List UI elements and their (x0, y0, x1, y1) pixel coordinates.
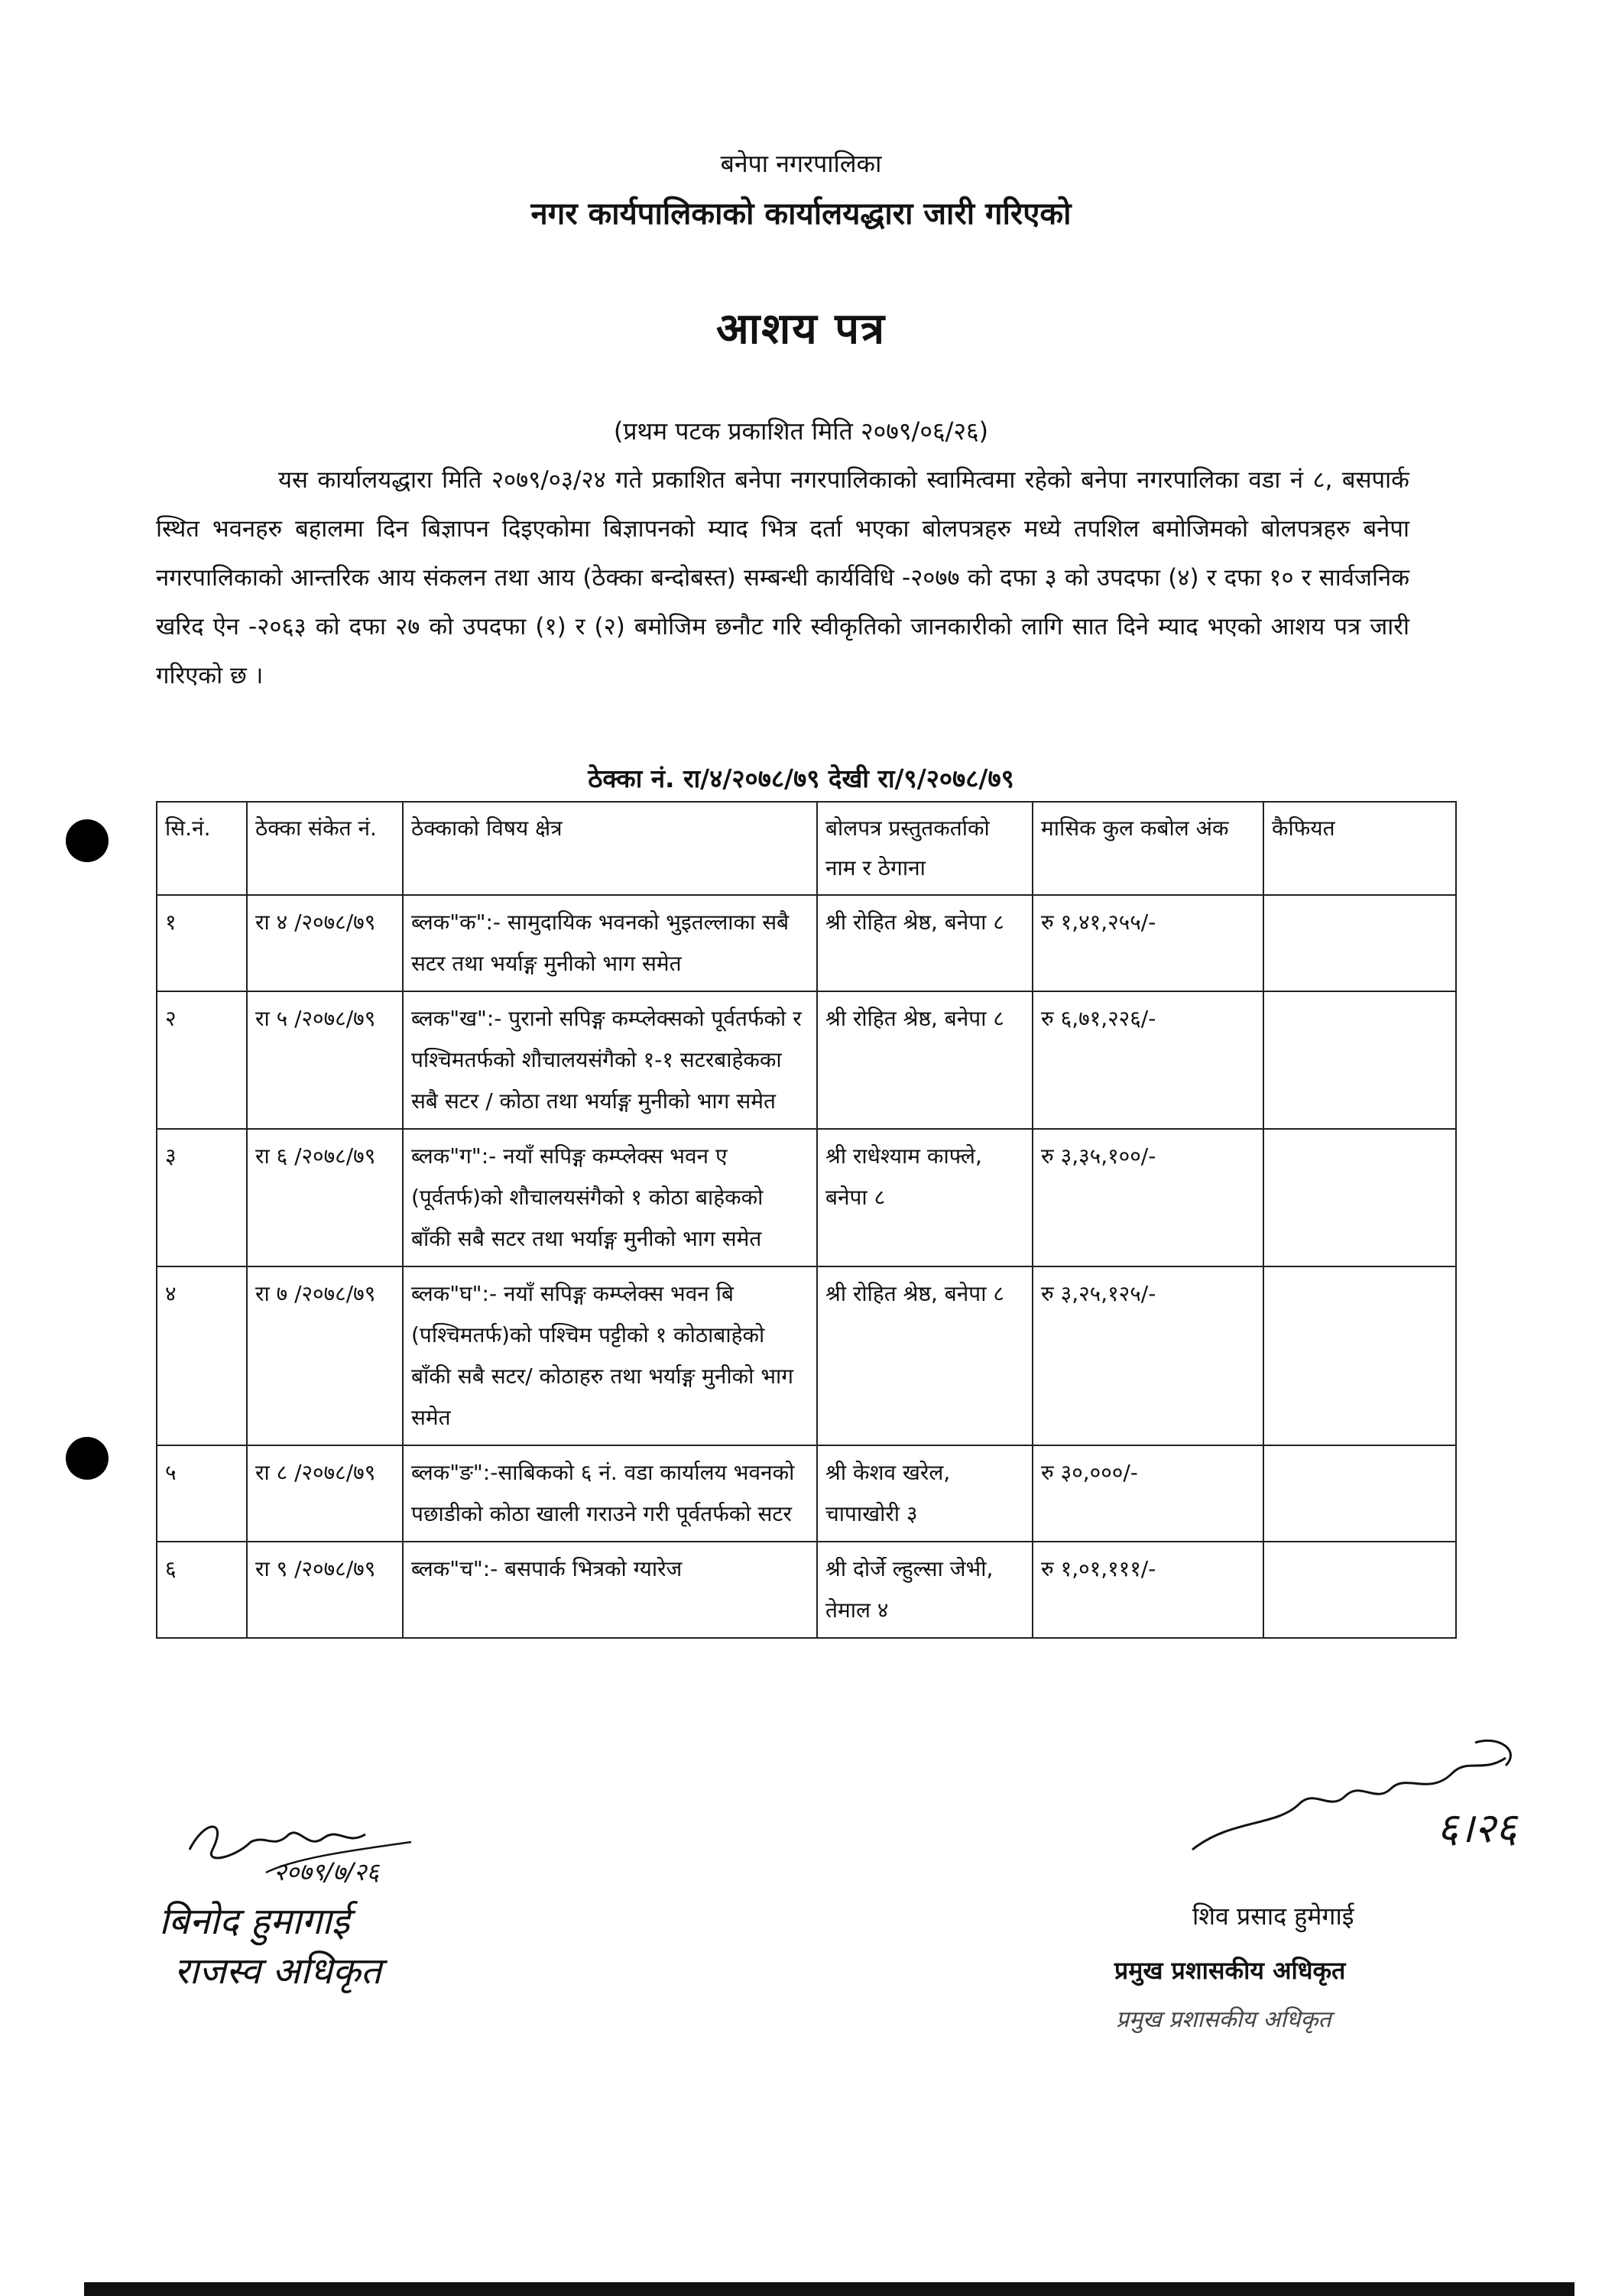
svg-text:६।२६: ६।२६ (1437, 1804, 1517, 1852)
cell-bidder: श्री दोर्जे ल्हुल्सा जेभी, तेमाल ४ (817, 1542, 1033, 1638)
cell-remarks (1263, 1129, 1456, 1266)
punch-hole-dot (66, 1437, 109, 1480)
svg-text:२०७९/७/२६: २०७९/७/२६ (274, 1857, 380, 1886)
publication-date: (प्रथम पटक प्रकाशित मिति २०७९/०६/२६) (613, 417, 989, 446)
scan-edge-bar (84, 2282, 1574, 2296)
header-remarks: कैफियत (1263, 802, 1456, 895)
cell-subject: ब्लक"ख":- पुरानो सपिङ्ग कम्प्लेक्सको पूर्वतर्फको र पश्चिमतर्फको शौचालयसंगैको १-१ सटरबाहेकका सबै सटर / कोठा तथा भर्याङ्ग मुनीको भाग समेत (403, 991, 817, 1129)
signer-name: शिव प्रसाद हुमेगाई (1192, 1902, 1354, 1931)
cao-signature (1124, 1712, 1552, 1888)
cell-amount: रु ३०,०००/- (1033, 1445, 1263, 1542)
table-row (157, 1542, 1456, 1638)
table-title: ठेक्का नं. रा/४/२०७८/७९ देखी रा/९/२०७८/७९ (588, 764, 1014, 793)
revenue-officer-signature (159, 1804, 556, 1995)
cell-amount: रु ३,३५,१००/- (1033, 1129, 1263, 1266)
contract-table (156, 801, 1457, 1639)
svg-text:राजस्व अधिकृत: राजस्व अधिकृत (174, 1950, 382, 1993)
office-name: बनेपा नगरपालिका (720, 149, 882, 178)
cell-subject: ब्लक"ग":- नयाँ सपिङ्ग कम्प्लेक्स भवन ए (पूर्वतर्फ)को शौचालयसंगैको १ कोठा बाहेकको बाँकी सबै सटर तथा भर्याङ्ग मुनीको भाग समेत (403, 1129, 817, 1266)
cell-remarks (1263, 895, 1456, 991)
cell-code: रा ९ /२०७८/७९ (247, 1542, 403, 1638)
body-paragraph: यस कार्यालयद्धारा मिति २०७९/०३/२४ गते प्रकाशित बनेपा नगरपालिकाको स्वामित्वमा रहेको बनेपा नगरपालिका वडा नं ८, बसपार्क स्थित भवनहरु बहालमा दिन बिज्ञापन दिइएकोमा बिज्ञापनको म्याद भित्र दर्ता भएका बोलपत्रहरु मध्ये तपशिल बमोजिमको बोलपत्रहरु बनेपा नगरपालिकाको आन्तरिक आय संकलन तथा आय (ठेक्का बन्दोबस्त) सम्बन्धी कार्यविधि -२०७७ को दफा ३ को उपदफा (४) र दफा १० र सार्वजनिक खरिद ऐन -२०६३ को दफा २७ को उपदफा (१) र (२) बमोजिम छनौट गरि स्वीकृतिको जानकारीको लागि सात दिने म्याद भएको आशय पत्र जारी गरिएको छ । (156, 466, 1409, 689)
table-header-row (157, 802, 1456, 895)
table-row (157, 991, 1456, 1129)
cell-code: रा ४ /२०७८/७९ (247, 895, 403, 991)
header-bidder: बोलपत्र प्रस्तुतकर्ताको नाम र ठेगाना (817, 802, 1033, 895)
cell-code: रा ८ /२०७८/७९ (247, 1445, 403, 1542)
cell-sn: ४ (157, 1266, 247, 1445)
signer-title: प्रमुख प्रशासकीय अधिकृत (1114, 1956, 1346, 1985)
header-subject: ठेक्काको विषय क्षेत्र (403, 802, 817, 895)
cell-bidder: श्री रोहित श्रेष्ठ, बनेपा ८ (817, 1266, 1033, 1445)
cell-remarks (1263, 1266, 1456, 1445)
cell-sn: ६ (157, 1542, 247, 1638)
table-row (157, 1445, 1456, 1542)
header-code: ठेक्का संकेत नं. (247, 802, 403, 895)
document-title: आशय पत्र (715, 304, 886, 354)
cell-remarks (1263, 991, 1456, 1129)
cell-remarks (1263, 1445, 1456, 1542)
cell-bidder: श्री रोहित श्रेष्ठ, बनेपा ८ (817, 991, 1033, 1129)
cell-bidder: श्री राधेश्याम काफ्ले, बनेपा ८ (817, 1129, 1033, 1266)
cell-sn: २ (157, 991, 247, 1129)
cell-bidder: श्री केशव खरेल, चापाखोरी ३ (817, 1445, 1033, 1542)
issuer-line: नगर कार्यपालिकाको कार्यालयद्धारा जारी गरिएको (530, 196, 1072, 232)
header-amount: मासिक कुल कबोल अंक (1033, 802, 1263, 895)
cell-amount: रु ३,२५,१२५/- (1033, 1266, 1263, 1445)
cell-amount: रु १,०१,१११/- (1033, 1542, 1263, 1638)
cell-sn: ३ (157, 1129, 247, 1266)
cell-amount: रु १,४१,२५५/- (1033, 895, 1263, 991)
cell-subject: ब्लक"च":- बसपार्क भित्रको ग्यारेज (403, 1542, 817, 1638)
table-row (157, 895, 1456, 991)
table-row (157, 1129, 1456, 1266)
cell-subject: ब्लक"ङ":-साबिकको ६ नं. वडा कार्यालय भवनको पछाडीको कोठा खाली गराउने गरी पूर्वतर्फको सटर (403, 1445, 817, 1542)
table-row (157, 1266, 1456, 1445)
cell-sn: ५ (157, 1445, 247, 1542)
cell-subject: ब्लक"क":- सामुदायिक भवनको भुइतल्लाका सबै सटर तथा भर्याङ्ग मुनीको भाग समेत (403, 895, 817, 991)
cell-subject: ब्लक"घ":- नयाँ सपिङ्ग कम्प्लेक्स भवन बि (पश्चिमतर्फ)को पश्चिम पट्टीको १ कोठाबाहेको बाँकी सबै सटर/ कोठाहरु तथा भर्याङ्ग मुनीको भाग समेत (403, 1266, 817, 1445)
punch-hole-dot (66, 819, 109, 862)
cell-remarks (1263, 1542, 1456, 1638)
header-sn: सि.नं. (157, 802, 247, 895)
svg-text:बिनोद हुमागाई: बिनोद हुमागाई (159, 1900, 350, 1943)
cell-sn: १ (157, 895, 247, 991)
cell-code: रा ६ /२०७८/७९ (247, 1129, 403, 1266)
cell-amount: रु ६,७१,२२६/- (1033, 991, 1263, 1129)
cell-code: रा ५ /२०७८/७९ (247, 991, 403, 1129)
cell-bidder: श्री रोहित श्रेष्ठ, बनेपा ८ (817, 895, 1033, 991)
official-stamp: प्रमुख प्रशासकीय अधिकृत (1116, 2006, 1331, 2033)
cell-code: रा ७ /२०७८/७९ (247, 1266, 403, 1445)
